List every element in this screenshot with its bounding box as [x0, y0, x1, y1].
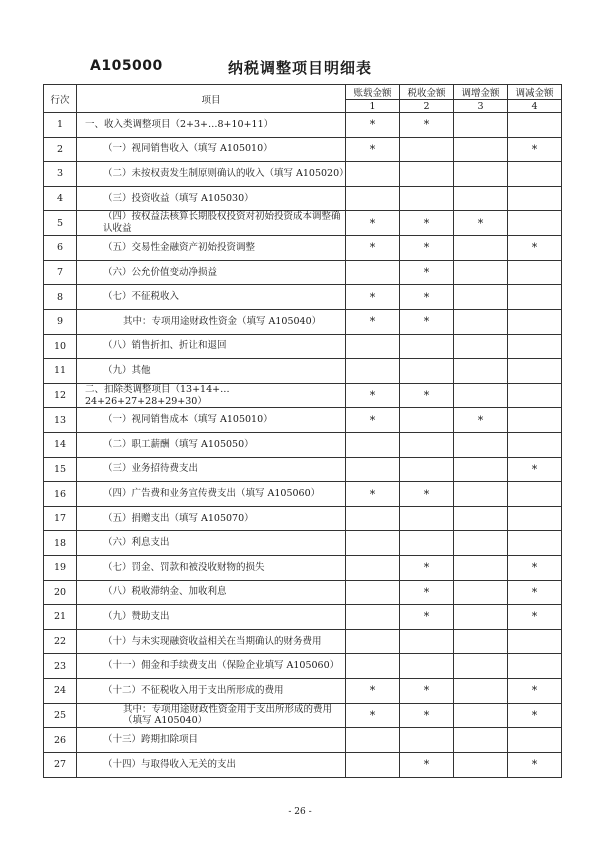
tax-amount-cell: *: [400, 752, 454, 777]
increase-amount-cell: [454, 629, 508, 654]
tax-adjustment-table: [43, 84, 562, 778]
row-number: 1: [44, 113, 77, 138]
increase-amount-cell: [454, 531, 508, 556]
decrease-amount-cell: *: [508, 137, 562, 162]
tax-amount-cell: [400, 162, 454, 187]
row-number: 21: [44, 605, 77, 630]
tax-amount-cell: [400, 531, 454, 556]
item-label: （四）广告费和业务宣传费支出（填写 A105060）: [77, 482, 346, 507]
column-header-tax-amount: 税收金额: [400, 85, 454, 100]
book-amount-cell: [346, 359, 400, 384]
item-label: （十四）与取得收入无关的支出: [77, 752, 346, 777]
column-header-decrease-amount: 调减金额: [508, 85, 562, 100]
table-row: [44, 728, 562, 753]
increase-amount-cell: [454, 556, 508, 581]
increase-amount-cell: [454, 383, 508, 408]
book-amount-cell: [346, 260, 400, 285]
increase-amount-cell: *: [454, 211, 508, 236]
item-label: （四）按权益法核算长期股权投资对初始投资成本调整确认收益: [77, 211, 346, 236]
table-row: [44, 703, 562, 728]
book-amount-cell: [346, 186, 400, 211]
increase-amount-cell: [454, 580, 508, 605]
row-number: 27: [44, 752, 77, 777]
book-amount-cell: *: [346, 703, 400, 728]
decrease-amount-cell: *: [508, 580, 562, 605]
tax-amount-cell: *: [400, 482, 454, 507]
increase-amount-cell: [454, 703, 508, 728]
decrease-amount-cell: [508, 629, 562, 654]
item-label: （八）税收滞纳金、加收利息: [77, 580, 346, 605]
table-row: [44, 260, 562, 285]
row-number: 23: [44, 654, 77, 679]
decrease-amount-cell: [508, 309, 562, 334]
tax-amount-cell: [400, 334, 454, 359]
item-label: 其中：专项用途财政性资金用于支出所形成的费用（填写 A105040）: [77, 703, 346, 728]
increase-amount-cell: [454, 433, 508, 458]
row-number: 8: [44, 285, 77, 310]
column-header-item: 项目: [77, 85, 346, 113]
table-row: [44, 654, 562, 679]
book-amount-cell: [346, 556, 400, 581]
item-label: （六）公允价值变动净损益: [77, 260, 346, 285]
increase-amount-cell: [454, 137, 508, 162]
item-label: 一、收入类调整项目（2+3+…8+10+11）: [77, 113, 346, 138]
tax-amount-cell: *: [400, 605, 454, 630]
table-row: [44, 457, 562, 482]
table-row: [44, 334, 562, 359]
increase-amount-cell: *: [454, 408, 508, 433]
table-row: [44, 580, 562, 605]
table-row: [44, 137, 562, 162]
table-row: [44, 236, 562, 261]
item-label: （十）与未实现融资收益相关在当期确认的财务费用: [77, 629, 346, 654]
decrease-amount-cell: [508, 482, 562, 507]
book-amount-cell: [346, 531, 400, 556]
increase-amount-cell: [454, 506, 508, 531]
row-number: 14: [44, 433, 77, 458]
item-label: （六）利息支出: [77, 531, 346, 556]
row-number: 25: [44, 703, 77, 728]
decrease-amount-cell: [508, 654, 562, 679]
table-row: [44, 433, 562, 458]
tax-amount-cell: *: [400, 580, 454, 605]
table-row: [44, 162, 562, 187]
table-row: [44, 556, 562, 581]
decrease-amount-cell: *: [508, 236, 562, 261]
table-row: [44, 211, 562, 236]
increase-amount-cell: [454, 359, 508, 384]
table-row: [44, 531, 562, 556]
decrease-amount-cell: [508, 728, 562, 753]
item-label: （三）业务招待费支出: [77, 457, 346, 482]
tax-amount-cell: *: [400, 211, 454, 236]
row-number: 4: [44, 186, 77, 211]
table-row: [44, 482, 562, 507]
column-index: 3: [454, 100, 508, 113]
book-amount-cell: [346, 433, 400, 458]
decrease-amount-cell: [508, 506, 562, 531]
page-number: - 26 -: [288, 807, 312, 817]
row-number: 13: [44, 408, 77, 433]
row-number: 22: [44, 629, 77, 654]
tax-amount-cell: [400, 137, 454, 162]
table-row: [44, 752, 562, 777]
book-amount-cell: *: [346, 211, 400, 236]
column-index: 4: [508, 100, 562, 113]
item-label: （三）投资收益（填写 A105030）: [77, 186, 346, 211]
book-amount-cell: *: [346, 285, 400, 310]
book-amount-cell: [346, 752, 400, 777]
book-amount-cell: [346, 605, 400, 630]
item-label: （十三）跨期扣除项目: [77, 728, 346, 753]
increase-amount-cell: [454, 334, 508, 359]
increase-amount-cell: [454, 482, 508, 507]
decrease-amount-cell: [508, 260, 562, 285]
increase-amount-cell: [454, 113, 508, 138]
tax-amount-cell: [400, 629, 454, 654]
row-number: 6: [44, 236, 77, 261]
form-title: 纳税调整项目明细表: [227, 59, 372, 77]
book-amount-cell: [346, 334, 400, 359]
item-label: （九）其他: [77, 359, 346, 384]
increase-amount-cell: [454, 162, 508, 187]
book-amount-cell: *: [346, 236, 400, 261]
tax-amount-cell: [400, 506, 454, 531]
row-number: 18: [44, 531, 77, 556]
item-label: （十二）不征税收入用于支出所形成的费用: [77, 678, 346, 703]
book-amount-cell: *: [346, 678, 400, 703]
item-label: 其中：专项用途财政性资金（填写 A105040）: [77, 309, 346, 334]
tax-amount-cell: [400, 654, 454, 679]
decrease-amount-cell: [508, 186, 562, 211]
table-row: [44, 309, 562, 334]
row-number: 24: [44, 678, 77, 703]
tax-amount-cell: *: [400, 703, 454, 728]
book-amount-cell: [346, 654, 400, 679]
book-amount-cell: *: [346, 482, 400, 507]
item-label: （二）未按权责发生制原则确认的收入（填写 A105020）: [77, 162, 346, 187]
book-amount-cell: [346, 457, 400, 482]
increase-amount-cell: [454, 752, 508, 777]
row-number: 3: [44, 162, 77, 187]
decrease-amount-cell: [508, 162, 562, 187]
book-amount-cell: *: [346, 309, 400, 334]
table-row: [44, 186, 562, 211]
book-amount-cell: *: [346, 408, 400, 433]
item-label: （二）职工薪酬（填写 A105050）: [77, 433, 346, 458]
increase-amount-cell: [454, 236, 508, 261]
decrease-amount-cell: [508, 285, 562, 310]
decrease-amount-cell: [508, 113, 562, 138]
book-amount-cell: [346, 580, 400, 605]
table-row: [44, 629, 562, 654]
book-amount-cell: [346, 728, 400, 753]
decrease-amount-cell: *: [508, 556, 562, 581]
table-row: [44, 383, 562, 408]
item-label: （十一）佣金和手续费支出（保险企业填写 A105060）: [77, 654, 346, 679]
item-label: 二、扣除类调整项目（13+14+…24+26+27+28+29+30）: [77, 383, 346, 408]
item-label: （一）视同销售收入（填写 A105010）: [77, 137, 346, 162]
increase-amount-cell: [454, 186, 508, 211]
tax-amount-cell: [400, 433, 454, 458]
tax-amount-cell: *: [400, 556, 454, 581]
row-number: 2: [44, 137, 77, 162]
item-label: （九）赞助支出: [77, 605, 346, 630]
tax-amount-cell: [400, 186, 454, 211]
increase-amount-cell: [454, 457, 508, 482]
decrease-amount-cell: *: [508, 703, 562, 728]
row-number: 9: [44, 309, 77, 334]
tax-amount-cell: *: [400, 383, 454, 408]
increase-amount-cell: [454, 260, 508, 285]
tax-amount-cell: *: [400, 309, 454, 334]
book-amount-cell: [346, 506, 400, 531]
column-header-row-no: 行次: [44, 85, 77, 113]
table-body: [44, 113, 562, 778]
row-number: 7: [44, 260, 77, 285]
book-amount-cell: *: [346, 113, 400, 138]
decrease-amount-cell: [508, 359, 562, 384]
increase-amount-cell: [454, 654, 508, 679]
row-number: 17: [44, 506, 77, 531]
item-label: （八）销售折扣、折让和退回: [77, 334, 346, 359]
row-number: 26: [44, 728, 77, 753]
increase-amount-cell: [454, 678, 508, 703]
decrease-amount-cell: *: [508, 752, 562, 777]
decrease-amount-cell: *: [508, 678, 562, 703]
book-amount-cell: [346, 629, 400, 654]
increase-amount-cell: [454, 285, 508, 310]
decrease-amount-cell: [508, 383, 562, 408]
table-row: [44, 678, 562, 703]
decrease-amount-cell: [508, 211, 562, 236]
row-number: 11: [44, 359, 77, 384]
increase-amount-cell: [454, 605, 508, 630]
decrease-amount-cell: [508, 334, 562, 359]
row-number: 19: [44, 556, 77, 581]
increase-amount-cell: [454, 728, 508, 753]
book-amount-cell: *: [346, 383, 400, 408]
book-amount-cell: *: [346, 137, 400, 162]
tax-amount-cell: *: [400, 260, 454, 285]
decrease-amount-cell: [508, 531, 562, 556]
row-number: 20: [44, 580, 77, 605]
row-number: 15: [44, 457, 77, 482]
row-number: 12: [44, 383, 77, 408]
row-number: 5: [44, 211, 77, 236]
table-row: [44, 359, 562, 384]
decrease-amount-cell: [508, 433, 562, 458]
row-number: 10: [44, 334, 77, 359]
tax-amount-cell: [400, 728, 454, 753]
row-number: 16: [44, 482, 77, 507]
table-row: [44, 408, 562, 433]
increase-amount-cell: [454, 309, 508, 334]
tax-amount-cell: *: [400, 113, 454, 138]
item-label: （五）捐赠支出（填写 A105070）: [77, 506, 346, 531]
tax-amount-cell: [400, 457, 454, 482]
book-amount-cell: [346, 162, 400, 187]
form-code: A105000: [90, 58, 163, 74]
tax-amount-cell: *: [400, 678, 454, 703]
table-row: [44, 605, 562, 630]
decrease-amount-cell: *: [508, 457, 562, 482]
table-row: [44, 506, 562, 531]
table-row: [44, 285, 562, 310]
decrease-amount-cell: *: [508, 605, 562, 630]
item-label: （七）罚金、罚款和被没收财物的损失: [77, 556, 346, 581]
column-header-increase-amount: 调增金额: [454, 85, 508, 100]
tax-amount-cell: *: [400, 236, 454, 261]
column-header-book-amount: 账载金额: [346, 85, 400, 100]
item-label: （七）不征税收入: [77, 285, 346, 310]
column-index: 1: [346, 100, 400, 113]
table-row: [44, 113, 562, 138]
tax-amount-cell: [400, 408, 454, 433]
column-index: 2: [400, 100, 454, 113]
tax-amount-cell: [400, 359, 454, 384]
decrease-amount-cell: [508, 408, 562, 433]
item-label: （一）视同销售成本（填写 A105010）: [77, 408, 346, 433]
tax-amount-cell: *: [400, 285, 454, 310]
item-label: （五）交易性金融资产初始投资调整: [77, 236, 346, 261]
